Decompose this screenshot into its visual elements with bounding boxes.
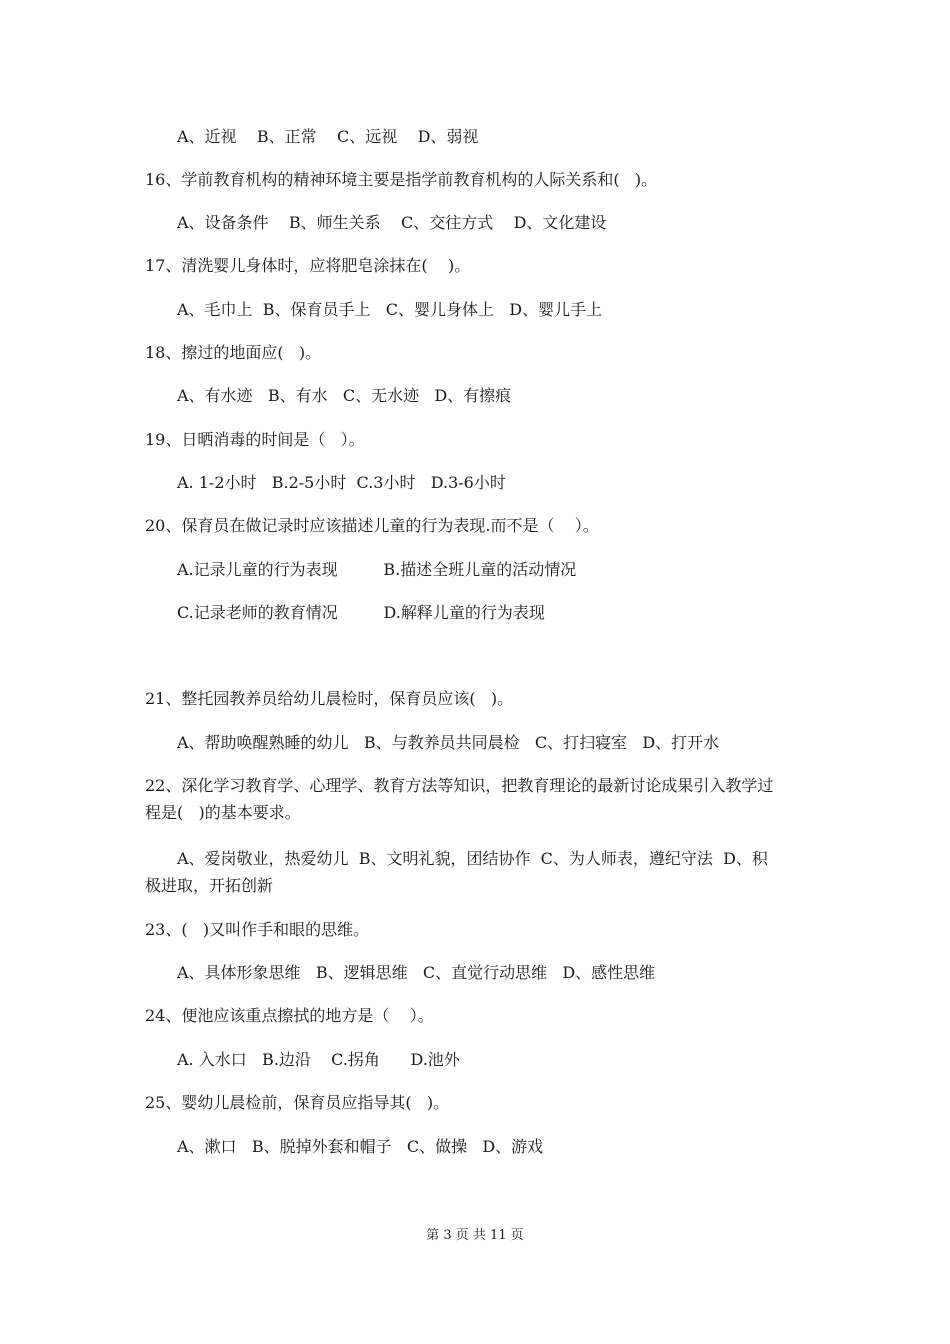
- q16-question: 16、学前教育机构的精神环境主要是指学前教育机构的人际关系和( )。: [145, 170, 658, 189]
- q23-options: A、具体形象思维 B、逻辑思维 C、直觉行动思维 D、感性思维: [177, 963, 656, 982]
- q20-question: 20、保育员在做记录时应该描述儿童的行为表现.而不是（ ）。: [145, 516, 599, 535]
- q21-options: A、帮助唤醒熟睡的幼儿 B、与教养员共同晨检 C、打扫寝室 D、打开水: [177, 733, 720, 752]
- q16-options: A、设备条件 B、师生关系 C、交往方式 D、文化建设: [177, 213, 607, 232]
- q24-options: A. 入水口 B.边沿 C.拐角 D.池外: [177, 1050, 460, 1069]
- q22-question: 22、深化学习教育学、心理学、教育方法等知识，把教育理论的最新讨论成果引入教学过: [145, 776, 774, 795]
- q25-options: A、漱口 B、脱掉外套和帽子 C、做操 D、游戏: [177, 1137, 544, 1156]
- q21-question: 21、整托园教养员给幼儿晨检时，保育员应该( )。: [145, 689, 514, 708]
- q24-question: 24、便池应该重点擦拭的地方是（ ）。: [145, 1006, 434, 1025]
- q15-options: A、近视 B、正常 C、远视 D、弱视: [177, 127, 479, 146]
- q22-options-cont: 极进取，开拓创新: [145, 876, 274, 895]
- q18-options: A、有水迹 B、有水 C、无水迹 D、有擦痕: [177, 386, 512, 405]
- q19-question: 19、日晒消毒的时间是（ ）。: [145, 430, 365, 449]
- q20-options-row2: C.记录老师的教育情况 D.解释儿童的行为表现: [177, 603, 545, 622]
- q20-options-row1: A.记录儿童的行为表现 B.描述全班儿童的活动情况: [177, 560, 577, 579]
- q22-options: A、爱岗敬业，热爱幼儿 B、文明礼貌，团结协作 C、为人师表，遵纪守法 D、积: [177, 849, 768, 868]
- q19-options: A. 1-2小时 B.2-5小时 C.3小时 D.3-6小时: [177, 473, 506, 492]
- q17-options: A、毛巾上 B、保育员手上 C、婴儿身体上 D、婴儿手上: [177, 300, 603, 319]
- q17-question: 17、清洗婴儿身体时，应将肥皂涂抹在( )。: [145, 256, 471, 275]
- page-number-footer: 第 3 页 共 11 页: [426, 1228, 524, 1243]
- q25-question: 25、婴幼儿晨检前，保育员应指导其( )。: [145, 1093, 450, 1112]
- q22-question-cont: 程是( )的基本要求。: [145, 803, 301, 822]
- q18-question: 18、擦过的地面应( )。: [145, 343, 322, 362]
- q23-question: 23、( )又叫作手和眼的思维。: [145, 920, 370, 939]
